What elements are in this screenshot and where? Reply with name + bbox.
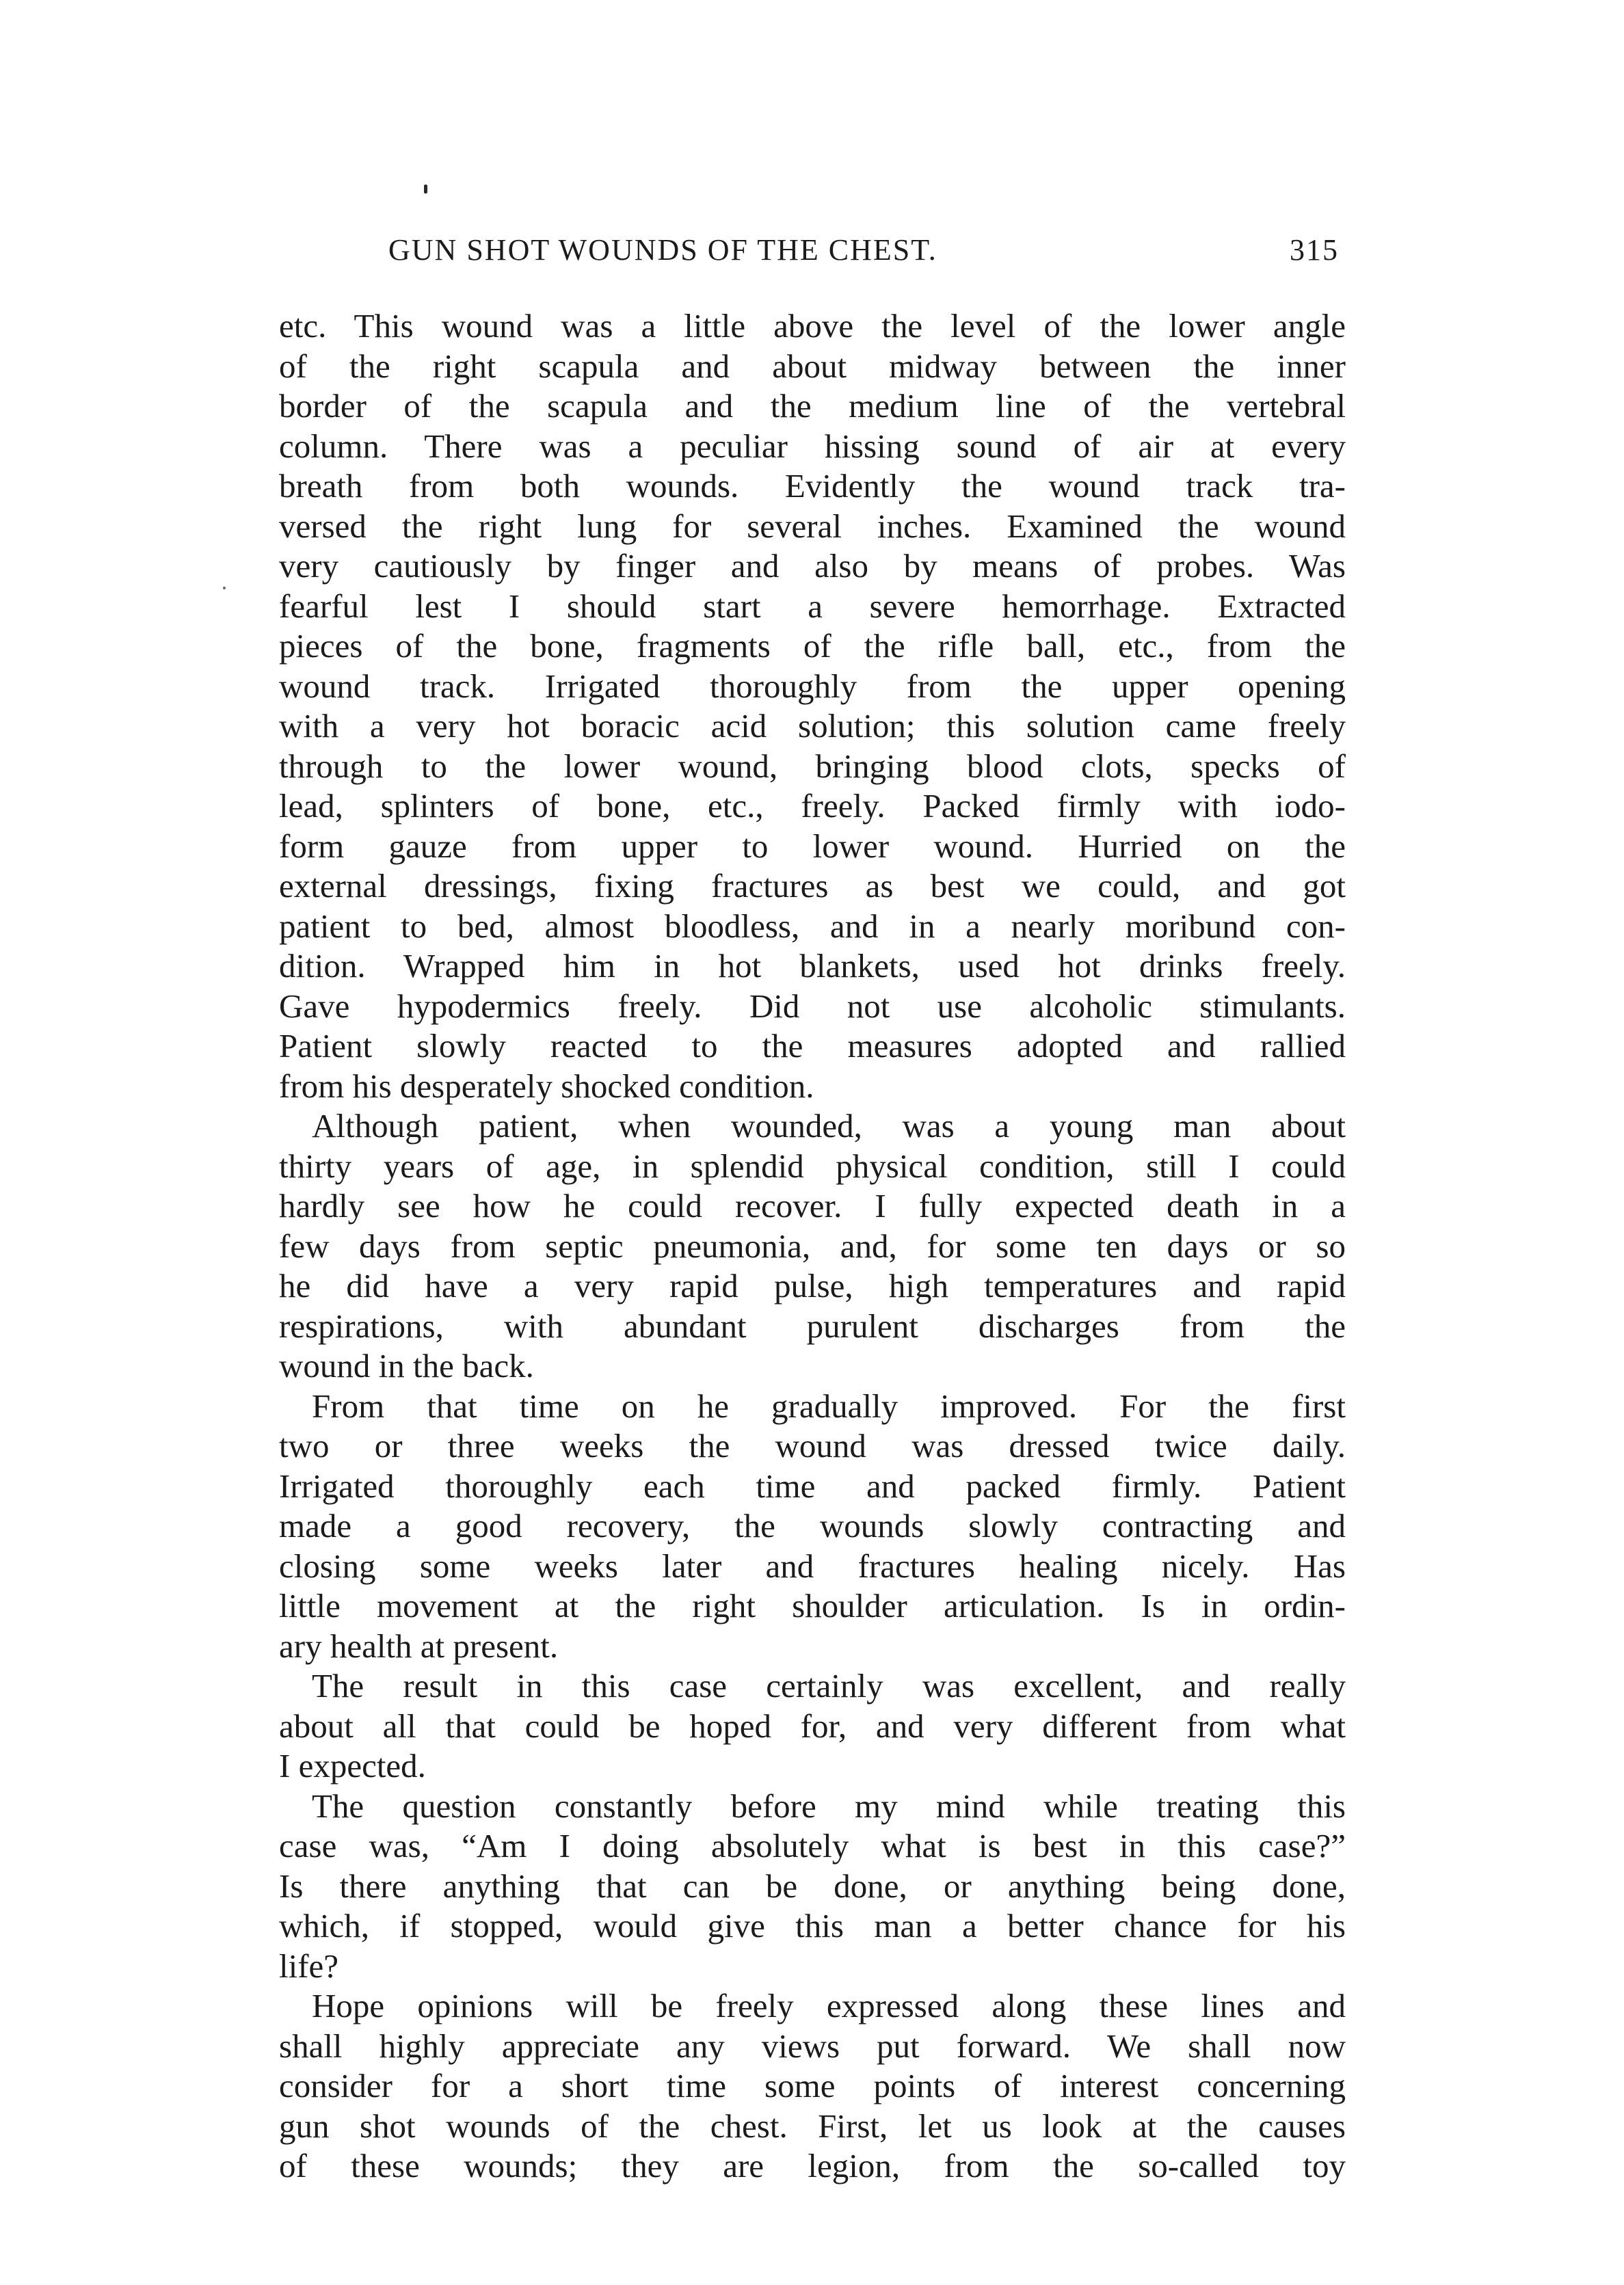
- text-line: consider for a short time some points of interest concerning: [279, 2067, 1346, 2104]
- text-line: about all that could be hoped for, and very different from what: [279, 1707, 1346, 1745]
- text-line: through to the lower wound, bringing blood clots, specks of: [279, 747, 1346, 785]
- text-line: which, if stopped, would give this man a better chance for his: [279, 1907, 1346, 1945]
- text-line: very cautiously by finger and also by means of probes. Was: [279, 547, 1346, 585]
- text-line: from his desperately shocked condition.: [279, 1067, 814, 1105]
- text-line: Gave hypodermics freely. Did not use alcoholic stimulants.: [279, 987, 1346, 1025]
- text-line: thirty years of age, in splendid physical condition, still I could: [279, 1147, 1346, 1185]
- stray-ink-mark: [424, 185, 427, 193]
- text-line: little movement at the right shoulder articulation. Is in ordin-: [279, 1587, 1346, 1625]
- text-line: fearful lest I should start a severe hemorrhage. Extracted: [279, 587, 1346, 625]
- text-line: two or three weeks the wound was dressed twice daily.: [279, 1427, 1346, 1465]
- text-line: lead, splinters of bone, etc., freely. Packed firmly with iodo-: [279, 787, 1346, 825]
- text-line: pieces of the bone, fragments of the rifle ball, etc., from the: [279, 627, 1346, 665]
- text-line: The question constantly before my mind while treating this: [312, 1787, 1346, 1825]
- text-line: etc. This wound was a little above the level of the lower angle: [279, 307, 1346, 345]
- text-line: closing some weeks later and fractures healing nicely. Has: [279, 1547, 1346, 1585]
- text-line: with a very hot boracic acid solution; this solution came freely: [279, 707, 1346, 745]
- text-line: breath from both wounds. Evidently the wound track tra-: [279, 467, 1346, 505]
- text-line: Patient slowly reacted to the measures adopted and rallied: [279, 1027, 1346, 1065]
- text-line: Irrigated thoroughly each time and packed firmly. Patient: [279, 1467, 1346, 1505]
- text-line: case was, “Am I doing absolutely what is best in this case?”: [279, 1827, 1346, 1865]
- running-title: GUN SHOT WOUNDS OF THE CHEST.: [388, 233, 937, 267]
- text-line: he did have a very rapid pulse, high temperatures and rapid: [279, 1267, 1346, 1305]
- text-line: hardly see how he could recover. I fully expected death in a: [279, 1187, 1346, 1225]
- text-line: few days from septic pneumonia, and, for some ten days or so: [279, 1227, 1346, 1265]
- text-line: of the right scapula and about midway between the inner: [279, 347, 1346, 385]
- text-line: Is there anything that can be done, or anything being done,: [279, 1867, 1346, 1905]
- text-line: dition. Wrapped him in hot blankets, used hot drinks freely.: [279, 947, 1346, 985]
- page-number: 315: [1290, 233, 1339, 267]
- text-line: column. There was a peculiar hissing sound of air at every: [279, 427, 1346, 465]
- text-line: wound track. Irrigated thoroughly from the upper opening: [279, 667, 1346, 705]
- text-line: wound in the back.: [279, 1347, 534, 1385]
- text-line: The result in this case certainly was excellent, and really: [312, 1667, 1346, 1705]
- text-line: gun shot wounds of the chest. First, let us look at the causes: [279, 2107, 1346, 2145]
- text-line: of these wounds; they are legion, from the so-called toy: [279, 2147, 1346, 2184]
- text-line: life?: [279, 1947, 339, 1985]
- text-line: Hope opinions will be freely expressed along these lines and: [312, 1987, 1346, 2025]
- margin-speck: [223, 587, 226, 589]
- text-line: shall highly appreciate any views put forward. We shall now: [279, 2027, 1346, 2065]
- text-line: made a good recovery, the wounds slowly contracting and: [279, 1507, 1346, 1545]
- text-line: form gauze from upper to lower wound. Hurried on the: [279, 827, 1346, 865]
- text-line: border of the scapula and the medium line of the vertebral: [279, 387, 1346, 425]
- text-line: I expected.: [279, 1747, 426, 1785]
- text-line: Although patient, when wounded, was a young man about: [312, 1107, 1346, 1145]
- text-line: From that time on he gradually improved. For the first: [312, 1387, 1346, 1425]
- text-line: ary health at present.: [279, 1627, 559, 1665]
- body-text: [279, 306, 1346, 2187]
- text-line: respirations, with abundant purulent discharges from the: [279, 1307, 1346, 1345]
- text-line: external dressings, fixing fractures as best we could, and got: [279, 867, 1346, 905]
- running-header: [279, 232, 1346, 273]
- text-line: versed the right lung for several inches. Examined the wound: [279, 507, 1346, 545]
- text-line: patient to bed, almost bloodless, and in a nearly moribund con-: [279, 907, 1346, 945]
